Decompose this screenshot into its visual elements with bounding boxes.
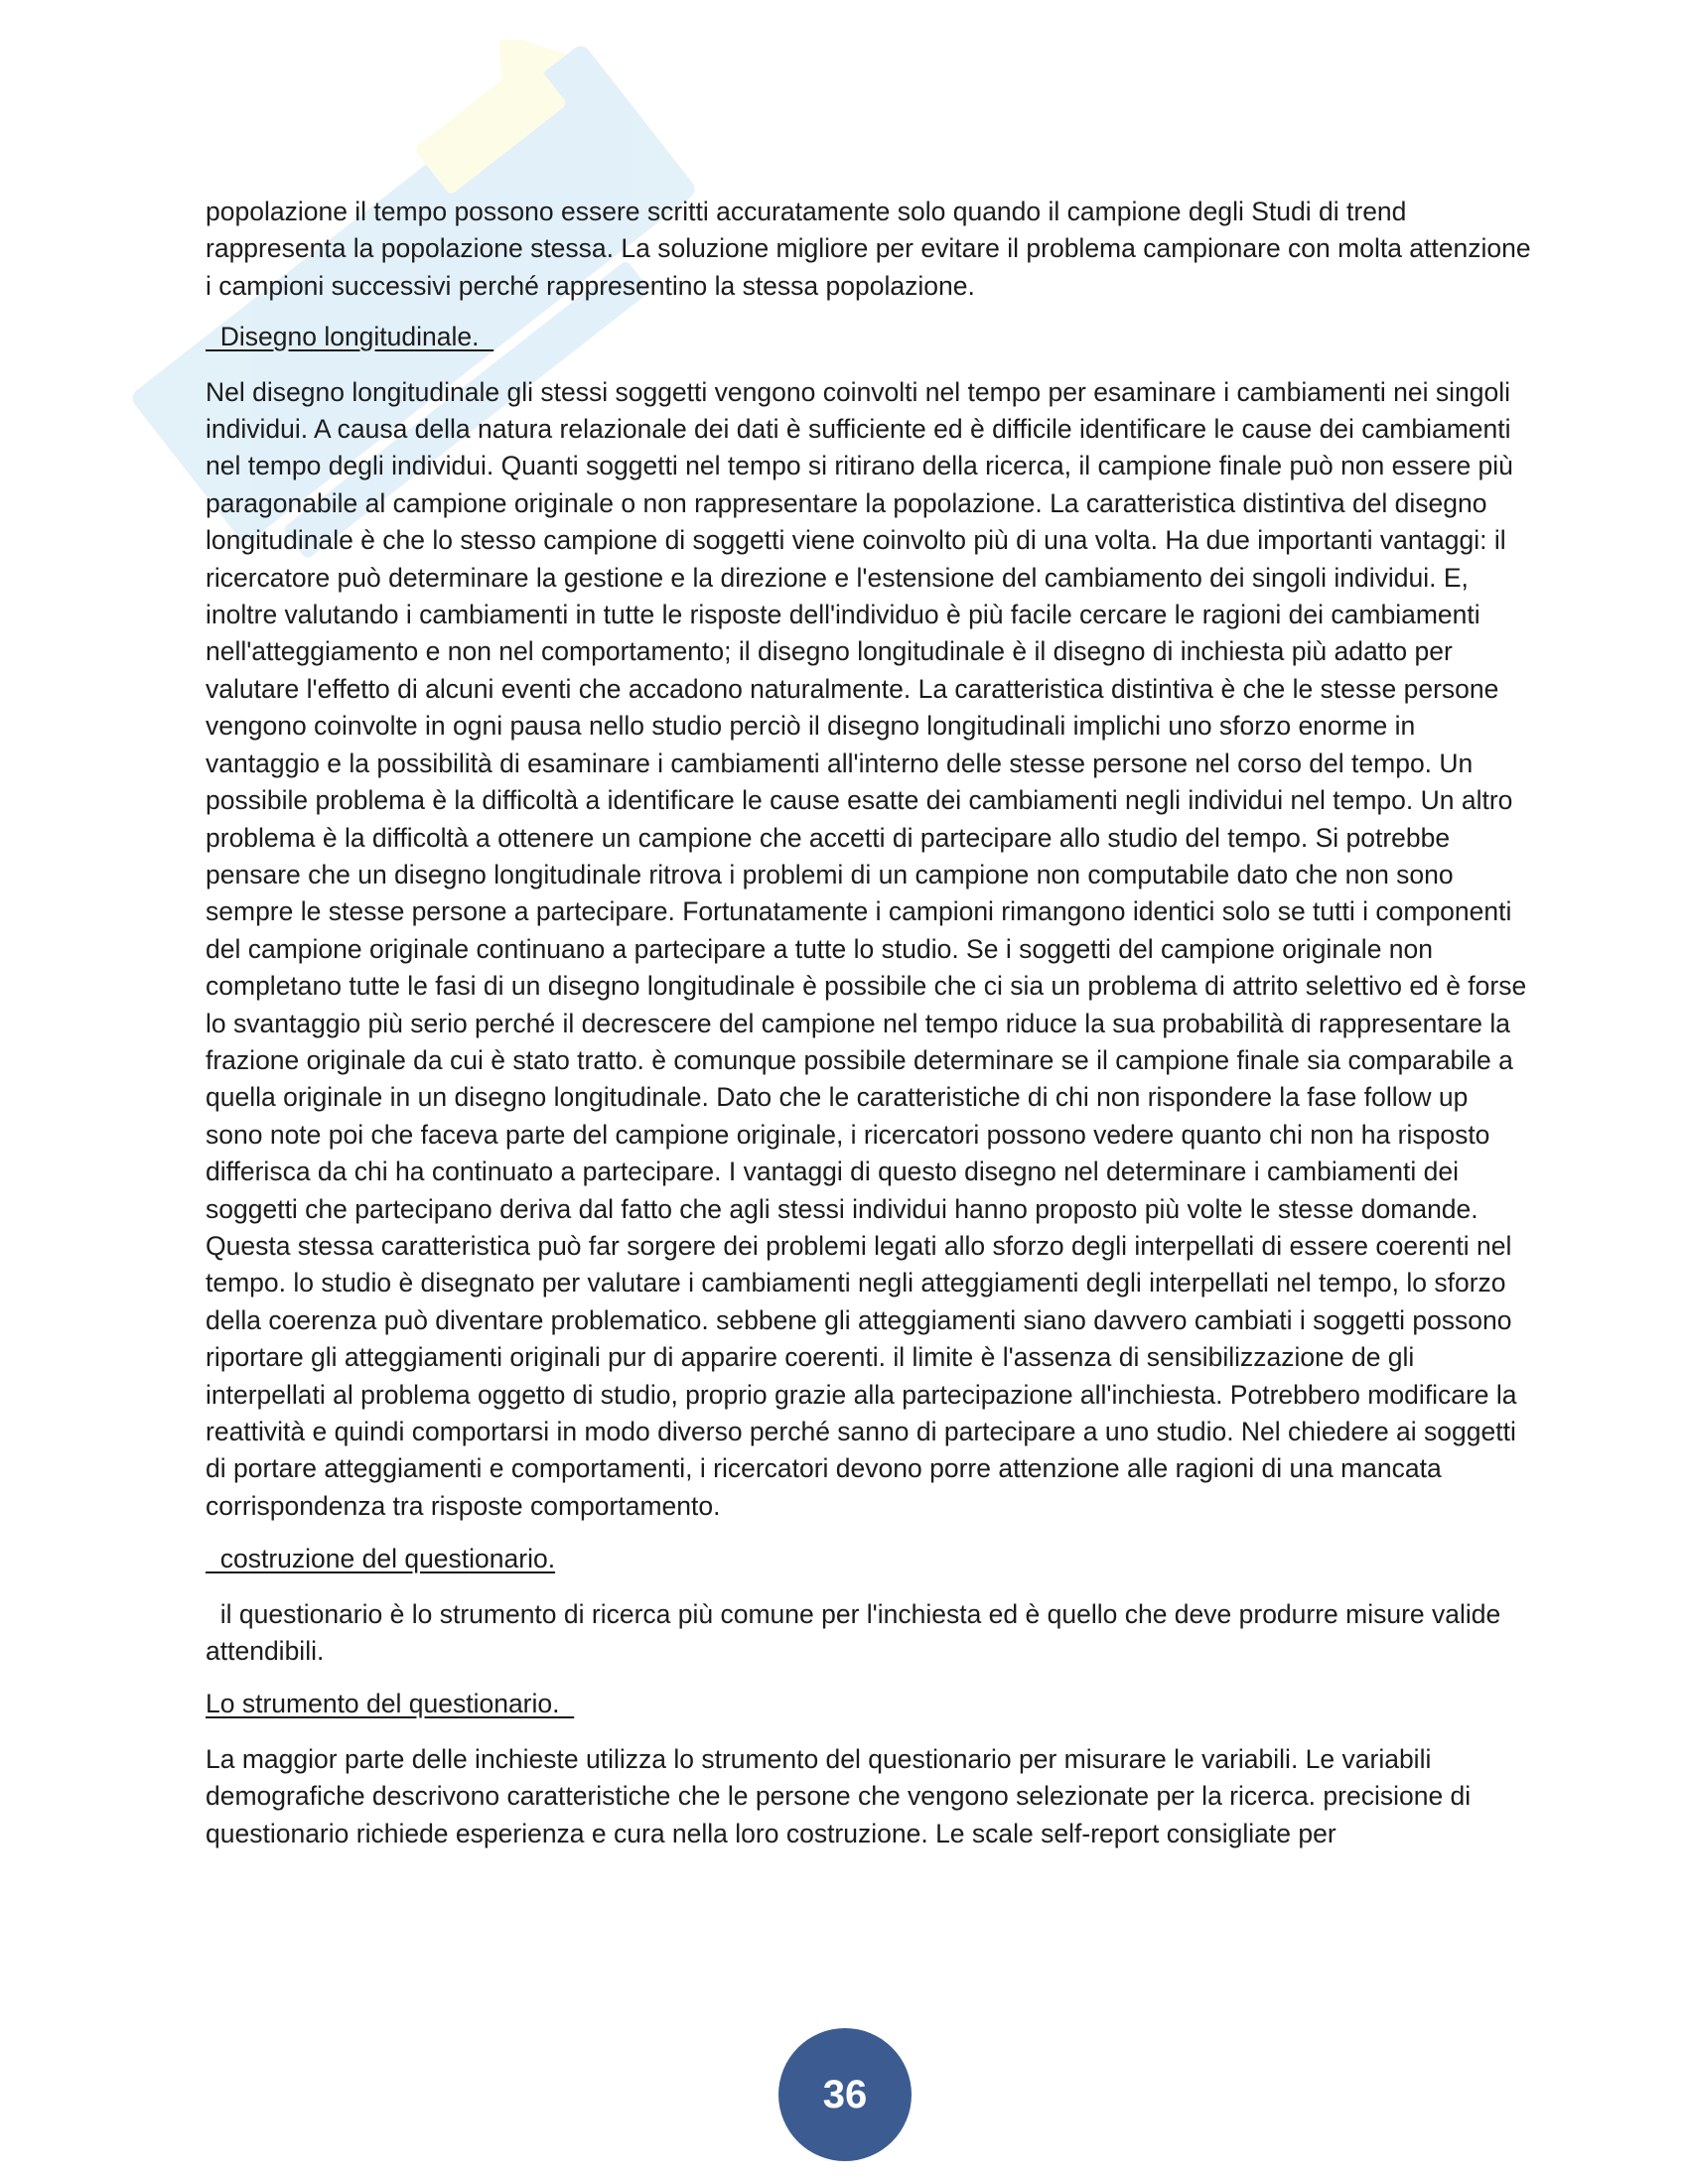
paragraph: il questionario è lo strumento di ricerca più comune per l'inchiesta ed è quello che deve produrre misure valide attendibili. [206, 1598, 1508, 1667]
section-heading: Disegno longitudinale. [206, 322, 494, 352]
page-number-badge: 36 [778, 2028, 912, 2161]
document-body [206, 194, 1531, 1852]
paragraph: La maggior parte delle inchieste utilizza lo strumento del questionario per misurare le variabili. Le variabili demografiche descrivono caratteristiche che le persone che vengono selezionate per la ricerca. precisione di questionario richiede esperienza e cura nella loro costruzione. Le scale self-report consigliate per [206, 1743, 1472, 1848]
section-heading: Lo strumento del questionario. [206, 1689, 575, 1719]
section-heading: costruzione del questionario. [206, 1544, 556, 1574]
paragraph: Nel disegno longitudinale gli stessi soggetti vengono coinvolti nel tempo per esaminare i cambiamenti nei singoli individui. A causa della natura relazionale dei dati è sufficiente ed è difficile identificare le cause dei cambiamenti nel tempo degli individui. Quanti soggetti nel tempo si ritirano della ricerca, il campione finale può non essere più paragonabile al campione originale o non rappresentare la popolazione. La caratteristica distintiva del disegno longitudinale è che lo stesso campione di soggetti viene coinvolto più di una volta. Ha due importanti vantaggi: il ricercatore può determinare la gestione e la direzione e l'estensione del cambiamento dei singoli individui. E, inoltre valutando i cambiamenti in tutte le risposte dell'individuo è più facile cercare le ragioni dei cambiamenti nell'atteggiamento e non nel comportamento; il disegno longitudinale è il disegno di inchiesta più adatto per valutare l'effetto di alcuni eventi che accadono naturalmente. La caratteristica distintiva è che le stesse persone vengono coinvolte in ogni pausa nello studio perciò il disegno longitudinali implichi uno sforzo enorme in vantaggio e la possibilità di esaminare i cambiamenti all'interno delle stesse persone nel corso del tempo. Un possibile problema è la difficoltà a identificare le cause esatte dei cambiamenti negli individui nel tempo. Un altro problema è la difficoltà a ottenere un campione che accetti di partecipare allo studio del tempo. Si potrebbe pensare che un disegno longitudinale ritrova i problemi di un campione non computabile dato che non sono sempre le stesse persone a partecipare. Fortunatamente i campioni rimangono identici solo se tutti i componenti del campione originale continuano a partecipare a tutte lo studio. Se i soggetti del campione originale non completano tutte le fasi di un disegno longitudinale è possibile che ci sia un problema di attrito selettivo ed è forse lo svantaggio più serio perché il decrescere del campione nel tempo riduce la sua probabilità di rappresentare la frazione originale da cui è stato tratto. è comunque possibile determinare se il campione finale sia comparabile a quella originale in un disegno longitudinale. Dato che le caratteristiche di chi non rispondere la fase follow up sono note poi che faceva parte del campione originale, i ricercatori possono vedere quanto chi non ha risposto differisca da chi ha continuato a partecipare. I vantaggi di questo disegno nel determinare i cambiamenti dei soggetti che partecipano deriva dal fatto che agli stessi individui hanno proposto più volte le stesse domande. Questa stessa caratteristica può far sorgere dei problemi legati allo sforzo degli interpellati di essere coerenti nel tempo. lo studio è disegnato per valutare i cambiamenti negli atteggiamenti degli interpellati nel tempo, lo sforzo della coerenza può diventare problematico. sebbene gli atteggiamenti siano davvero cambiati i soggetti possono riportare gli atteggiamenti originali pur di apparire coerenti. il limite è l'assenza di sensibilizzazione de gli interpellati al problema oggetto di studio, proprio grazie alla partecipazione all'inchiesta. Potrebbero modificare la reattività e quindi comportarsi in modo diverso perché sanno di partecipare a uno studio. Nel chiedere ai soggetti di portare atteggiamenti e comportamenti, i ricercatori devono porre attenzione alle ragioni di una mancata corrispondenza tra risposte comportamento. [206, 376, 1527, 1521]
paragraph: popolazione il tempo possono essere scritti accuratamente solo quando il campione degli Studi di trend rappresenta la popolazione stessa. La soluzione migliore per evitare il problema campionare con molta attenzione i campioni successivi perché rappresentino la stessa popolazione. [206, 197, 1531, 301]
